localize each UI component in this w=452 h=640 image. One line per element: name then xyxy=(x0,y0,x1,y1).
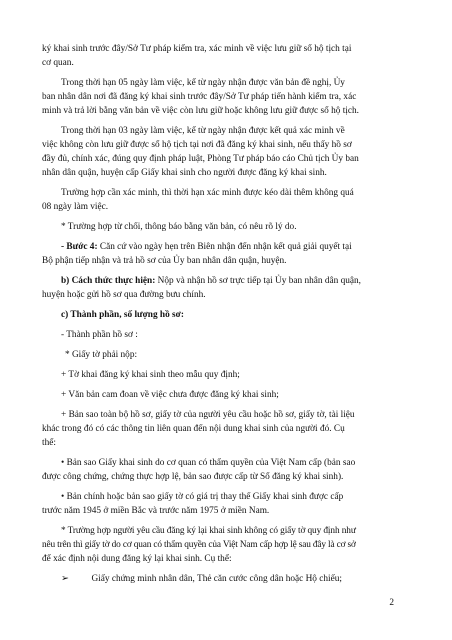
text-line: ban nhân dân nơi đã đăng ký khai sinh trước đây/Sở Tư pháp tiến hành kiểm tra, xác xyxy=(42,92,357,102)
step4-label: - Bước 4: xyxy=(61,242,98,252)
page-number: 2 xyxy=(389,598,394,608)
text-line: + Văn bản cam đoan về việc chưa được đăng ký khai sinh; xyxy=(61,390,279,400)
step4-line: - Bước 4: Căn cứ vào ngày hẹn trên Biên nhận đến nhận kết quả giải quyết tại xyxy=(61,242,352,252)
text-line: Trong thời hạn 05 ngày làm việc, kể từ ngày nhận được văn bản đề nghị, Ủy xyxy=(61,78,345,88)
text-line: + Tờ khai đăng ký khai sinh theo mẫu quy định; xyxy=(61,370,240,380)
text-line: được công chứng, chứng thực hợp lệ, bản sao được cấp từ Sổ đăng ký khai sinh). xyxy=(42,472,344,482)
section-heading: c) Thành phần, số lượng hồ sơ: xyxy=(61,310,184,320)
text-line: * Giấy tờ phải nộp: xyxy=(65,350,138,360)
text-line: nêu trên thì giấy tờ do cơ quan có thẩm quyền của Việt Nam cấp hợp lệ sau đây là cơ sở xyxy=(42,540,356,550)
bullet-line: • Bản sao Giấy khai sinh do cơ quan có thẩm quyền của Việt Nam cấp (bản sao xyxy=(61,458,356,468)
text-line: * Trường hợp người yêu cầu đăng ký lại khai sinh không có giấy tờ quy định như xyxy=(61,526,356,536)
text-line: - Thành phần hồ sơ : xyxy=(61,330,138,340)
text-line: cơ quan. xyxy=(42,58,74,68)
procedure-line: b) Cách thức thực hiện: Nộp và nhận hồ sơ trực tiếp tại Ủy ban nhân dân quận, xyxy=(61,276,361,286)
text-line: thể: xyxy=(42,438,56,448)
arrow-bullet-icon: ➢ xyxy=(61,574,69,584)
text-line: huyện hoặc gửi hồ sơ qua đường bưu chính. xyxy=(42,290,206,300)
text-line: ký khai sinh trước đây/Sở Tư pháp kiểm tra, xác minh về việc lưu giữ sổ hộ tịch tại xyxy=(42,44,352,54)
text-line: + Bản sao toàn bộ hồ sơ, giấy tờ của người yêu cầu hoặc hồ sơ, giấy tờ, tài liệu xyxy=(61,410,355,420)
text-line: nhân dân quận, huyện cấp Giấy khai sinh cho người được đăng ký khai sinh. xyxy=(42,168,327,178)
text-line: Trường hợp cần xác minh, thì thời hạn xác minh được kéo dài thêm không quá xyxy=(61,188,354,198)
text-line: để xác định nội dung đăng ký lại khai sinh. Cụ thể: xyxy=(42,554,232,564)
text-line: việc không còn lưu giữ được sổ hộ tịch tại nơi đã đăng ký khai sinh, nếu thấy hồ sơ xyxy=(42,140,352,150)
text-line: khác trong đó có các thông tin liên quan đến nội dung khai sinh của người đó. Cụ xyxy=(42,424,345,434)
bullet-line: • Bản chính hoặc bản sao giấy tờ có giá trị thay thế Giấy khai sinh được cấp xyxy=(61,492,344,502)
text-line: minh và trả lời bằng văn bản về việc còn lưu giữ hoặc không lưu giữ được sổ hộ tịch. xyxy=(42,106,359,116)
text-line: Trong thời hạn 03 ngày làm việc, kể từ ngày nhận được kết quả xác minh về xyxy=(61,126,345,136)
text-line: Bộ phận tiếp nhận và trả hồ sơ của Ủy ban nhân dân quận, huyện. xyxy=(42,256,287,266)
text-line: * Trường hợp từ chối, thông báo bằng văn bản, có nêu rõ lý do. xyxy=(61,222,297,232)
text-line: 08 ngày làm việc. xyxy=(42,202,109,212)
procedure-label: b) Cách thức thực hiện: xyxy=(61,276,156,286)
text-line: đầy đủ, chính xác, đúng quy định pháp luật, Phòng Tư pháp báo cáo Chủ tịch Ủy ban xyxy=(42,154,359,164)
arrow-bullet-line: ➢ Giấy chứng minh nhân dân, Thẻ căn cước công dân hoặc Hộ chiếu; xyxy=(61,574,342,584)
text-line: trước năm 1945 ở miền Bắc và trước năm 1975 ở miền Nam. xyxy=(42,506,270,516)
